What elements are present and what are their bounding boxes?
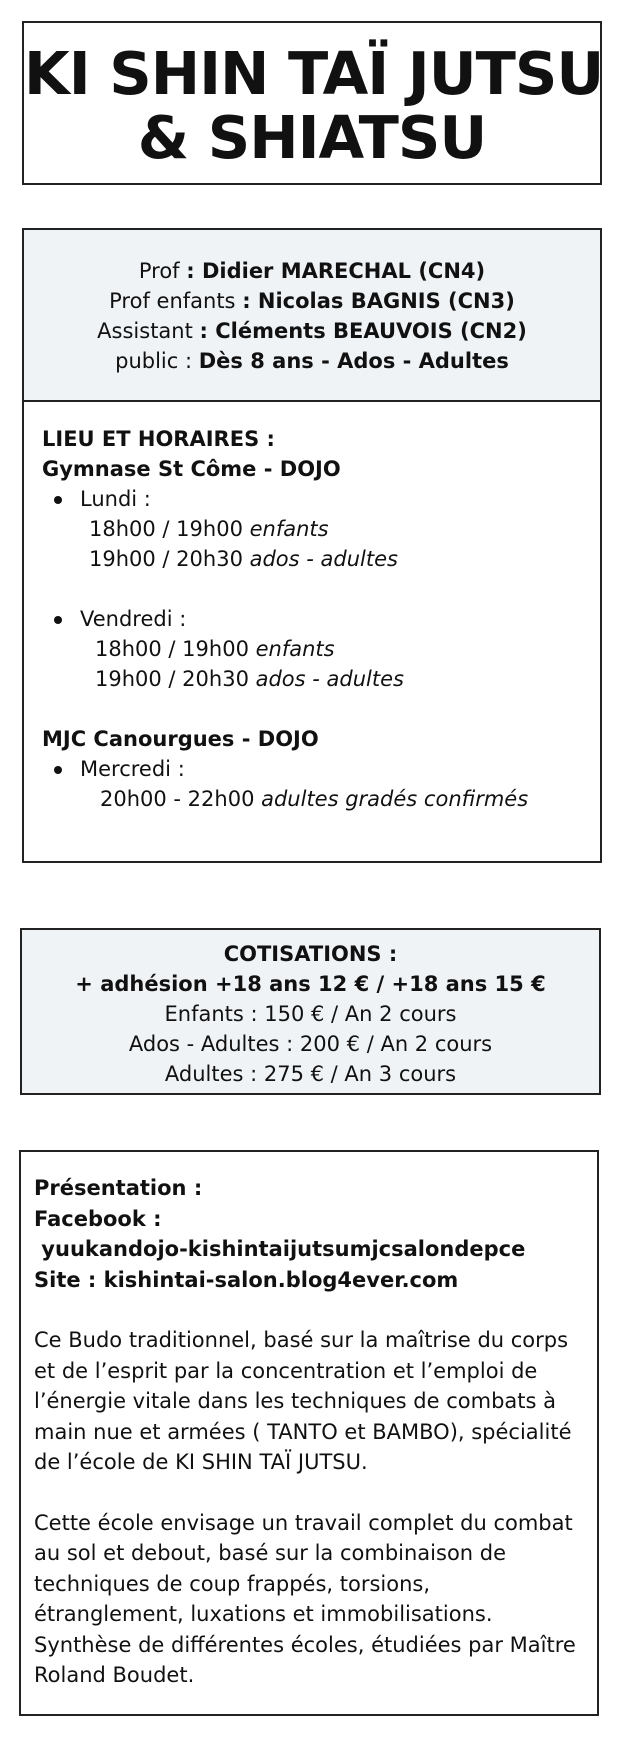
facebook-link[interactable]: yuukandojo-kishintaijutsumjcsalondepce xyxy=(34,1237,526,1261)
fee-line: Ados - Adultes : 200 € / An 2 cours xyxy=(128,1032,493,1056)
title-line-2: & SHIATSU xyxy=(137,103,487,172)
staff-row-assistant xyxy=(24,316,600,346)
site-link[interactable]: Site : kishintai-salon.blog4ever.com xyxy=(34,1267,459,1292)
slot-time: 18h00 / 19h00 xyxy=(89,517,250,541)
slot-audience: enfants xyxy=(249,517,329,541)
staff-label: Prof enfants xyxy=(109,289,243,313)
time-slot xyxy=(80,544,600,574)
time-slot xyxy=(80,634,600,664)
slot-audience: ados - adultes xyxy=(249,547,398,571)
time-slot xyxy=(80,514,600,544)
bullet-icon xyxy=(54,766,62,774)
time-slot xyxy=(80,664,600,694)
title-box xyxy=(22,21,602,185)
day-label: Mercredi : xyxy=(80,757,185,781)
slot-time: 19h00 / 20h30 xyxy=(95,667,256,691)
staff-row-prof-enfants xyxy=(24,286,600,316)
day-item xyxy=(42,754,600,814)
staff-row-prof xyxy=(24,256,600,286)
schedule-heading: LIEU ET HORAIRES : xyxy=(42,427,275,451)
fee-line: Enfants : 150 € / An 2 cours xyxy=(164,1002,457,1026)
schedule-box xyxy=(22,400,602,863)
facebook-label: Facebook : xyxy=(34,1206,162,1231)
title-line-1: KI SHIN TAÏ JUTSU xyxy=(24,39,604,108)
day-item xyxy=(42,484,600,574)
description-paragraph-1: Ce Budo traditionnel, basé sur la maîtrise du corps et de l’esprit par la concentration et l’emploi de l’énergie vitale dans les techniques de combats à main nue et armées ( TANTO et BAMBO), spécialité de l’école de KI SHIN TAÏ JUTSU. xyxy=(34,1328,572,1474)
fees-membership: + adhésion +18 ans 12 € / +18 ans 15 € xyxy=(75,972,546,996)
venue-name: Gymnase St Côme - DOJO xyxy=(42,457,341,481)
slot-time: 18h00 / 19h00 xyxy=(95,637,256,661)
staff-label: Prof xyxy=(138,259,187,283)
day-label: Lundi : xyxy=(80,487,151,511)
staff-value: : Didier MARECHAL (CN4) xyxy=(186,259,486,283)
staff-box xyxy=(22,228,602,402)
staff-value: Dès 8 ans - Ados - Adultes xyxy=(198,349,509,373)
slot-time: 19h00 / 20h30 xyxy=(89,547,250,571)
slot-audience: ados - adultes xyxy=(255,667,404,691)
bullet-icon xyxy=(54,496,62,504)
staff-row-public xyxy=(24,346,600,376)
venue-name: MJC Canourgues - DOJO xyxy=(42,727,319,751)
slot-audience: enfants xyxy=(255,637,335,661)
day-label: Vendredi : xyxy=(80,607,187,631)
description-paragraph-2: Cette école envisage un travail complet du combat au sol et debout, basé sur la combinaison de techniques de coup frappés, torsions, étranglement, luxations et immobilisations. Synthèse de différentes écoles, étudiées par Maître Roland Boudet. xyxy=(34,1510,576,1687)
time-slot xyxy=(80,784,600,814)
staff-value: : Cléments BEAUVOIS (CN2) xyxy=(199,319,527,343)
slot-audience: adultes gradés confirmés xyxy=(261,787,529,811)
fee-line: Adultes : 275 € / An 3 cours xyxy=(164,1062,457,1086)
staff-label: Assistant xyxy=(97,319,200,343)
slot-time: 20h00 - 22h00 xyxy=(100,787,262,811)
day-item xyxy=(42,604,600,694)
staff-label: public : xyxy=(115,349,199,373)
presentation-box xyxy=(19,1150,599,1716)
bullet-icon xyxy=(54,616,62,624)
fees-box xyxy=(20,928,601,1095)
fees-heading: COTISATIONS : xyxy=(223,942,398,966)
presentation-heading: Présentation : xyxy=(34,1176,203,1200)
staff-value: : Nicolas BAGNIS (CN3) xyxy=(242,289,515,313)
